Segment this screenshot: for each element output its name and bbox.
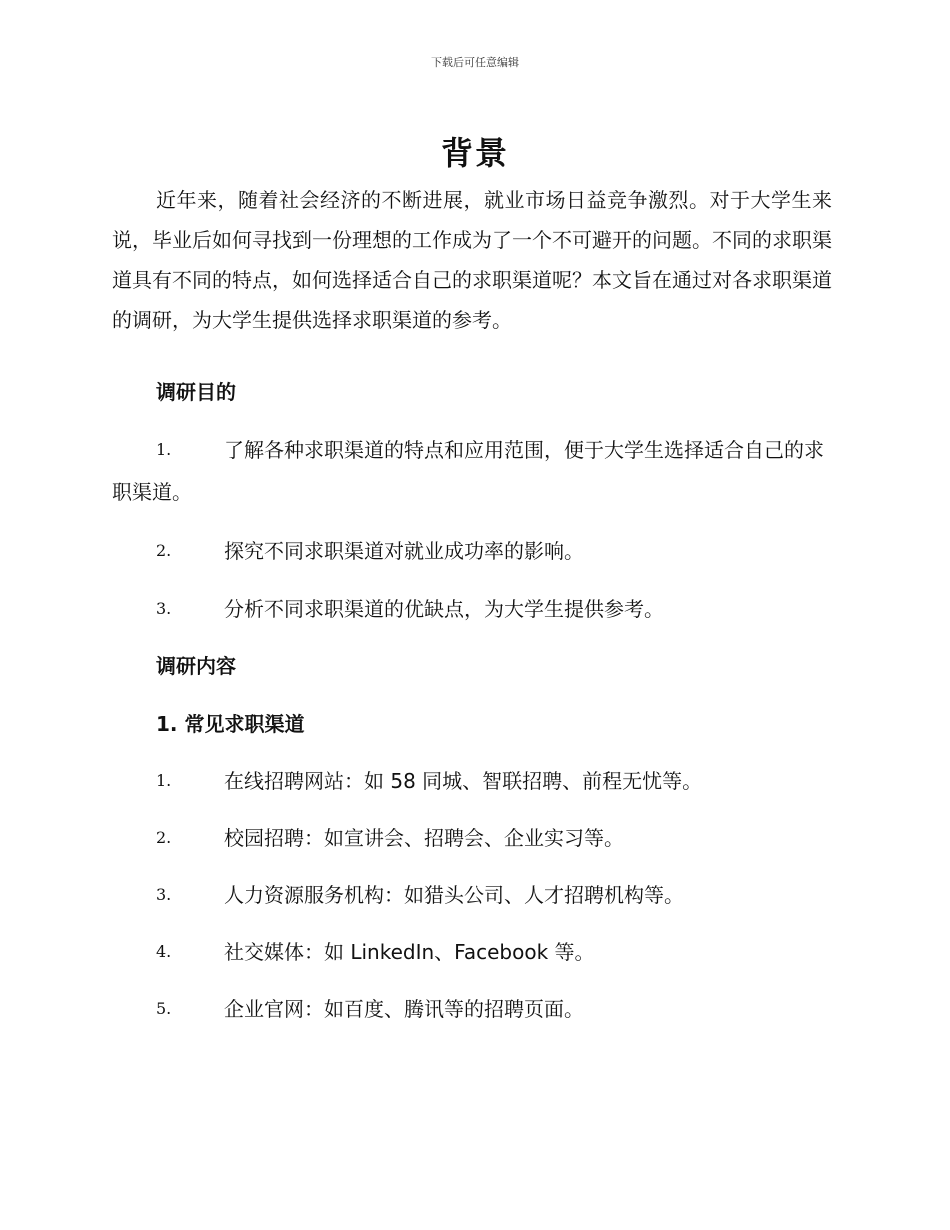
list-number: 3. <box>156 599 172 618</box>
list-number: 2. <box>156 541 172 560</box>
page-title: 背景 <box>440 134 509 172</box>
list-number: 4. <box>156 942 172 961</box>
list-text: 人力资源服务机构：如猎头公司、人才招聘机构等。 <box>224 883 684 907</box>
list-number: 2. <box>156 828 172 847</box>
channel-item-4 <box>112 931 832 973</box>
section-heading-purpose: 调研目的 <box>156 380 236 404</box>
section-heading-content: 调研内容 <box>156 654 236 678</box>
list-number: 5. <box>156 999 172 1018</box>
list-number: 1. <box>156 771 172 790</box>
channel-item-5 <box>112 988 832 1030</box>
list-text: 校园招聘：如宣讲会、招聘会、企业实习等。 <box>224 826 624 850</box>
list-text: 在线招聘网站：如 58 同城、智联招聘、前程无忧等。 <box>224 769 703 793</box>
list-text: 社交媒体：如 LinkedIn、Facebook 等。 <box>224 940 595 964</box>
purpose-item-2 <box>112 530 832 572</box>
list-text: 探究不同求职渠道对就业成功率的影响。 <box>224 539 584 563</box>
list-number: 3. <box>156 885 172 904</box>
intro-paragraph: 近年来，随着社会经济的不断进展，就业市场日益竞争激烈。对于大学生来说，毕业后如何寻找到一份理想的工作成为了一个不可避开的问题。不同的求职渠道具有不同的特点，如何选择适合自己的求职渠道呢？本文旨在通过对各求职渠道的调研，为大学生提供选择求职渠道的参考。 <box>112 188 832 332</box>
subsection-heading: 1. 常见求职渠道 <box>156 712 305 736</box>
list-number: 1. <box>156 440 172 459</box>
purpose-item-3 <box>112 588 832 630</box>
list-text: 企业官网：如百度、腾讯等的招聘页面。 <box>224 997 584 1021</box>
channel-item-2 <box>112 817 832 859</box>
channel-item-1 <box>112 760 832 802</box>
header-note: 下载后可任意编辑 <box>431 56 519 69</box>
channel-item-3 <box>112 874 832 916</box>
list-text: 了解各种求职渠道的特点和应用范围，便于大学生选择适合自己的求职渠道。 <box>112 438 824 504</box>
list-text: 分析不同求职渠道的优缺点，为大学生提供参考。 <box>224 597 664 621</box>
purpose-item-1 <box>112 429 832 513</box>
